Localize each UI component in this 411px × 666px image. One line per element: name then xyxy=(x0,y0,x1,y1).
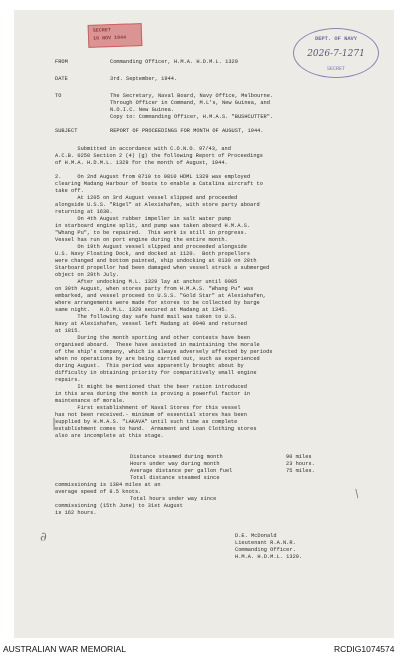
report-line: It might be mentioned that the beer ration introduced xyxy=(55,384,247,390)
footer-record-id: RCDIG1074574 xyxy=(334,644,395,654)
report-line: First establishment of Naval Stores for this vessel xyxy=(55,405,241,411)
to-line: The Secretary, Naval Board, Navy Office, Melbourne. xyxy=(110,93,274,99)
signature-name: D.E. McDonald xyxy=(235,533,277,539)
report-line: establishment comes to hand. Armament and Loan Clothing stores xyxy=(55,426,257,432)
report-line: At 1205 on 3rd August vessel slipped and proceeded xyxy=(55,195,238,201)
dept-navy-stamp-title: DEPT. OF NAVY xyxy=(314,36,358,42)
report-line: same night. H.D.M.L. 1329 secured at Madang at 1345. xyxy=(55,307,228,313)
subject-value: REPORT OF PROCEEDINGS FOR MONTH OF AUGUST, 1944. xyxy=(110,128,264,134)
signature-rank: Lieutenant R.A.N.R. xyxy=(235,540,296,546)
report-line: organised aboard. These have assisted in maintaining the morale xyxy=(55,342,260,348)
stat-value: 23 hours. xyxy=(286,461,315,467)
dept-navy-stamp-bottom: SECRET xyxy=(326,66,345,72)
report-line: at 1815. xyxy=(55,328,81,334)
report-line: difficulty in obtaining priority for comparitively small engine xyxy=(55,370,257,376)
stat-value: 90 miles xyxy=(286,454,312,460)
report-line: The following day safe hand mail was taken to U.S. xyxy=(55,314,238,320)
stat-label: Average distance per gallon fuel xyxy=(130,468,233,474)
report-line: After undocking M.L. 1329 lay at anchor until 0905 xyxy=(55,279,238,285)
report-line: of the ship's company, which is always adversely affected by periods xyxy=(55,349,273,355)
report-line: of H.M.A. H.D.M.L. 1329 for the month of August, 1944. xyxy=(55,160,228,166)
report-line: Vessel has run on port engine during the entire month. xyxy=(55,237,228,243)
report-line: alongside U.S.S. "Rigel" at Alexishafen, with store party aboard xyxy=(55,202,260,208)
report-line: take off. xyxy=(55,188,84,194)
from-label: FROM xyxy=(55,59,68,65)
report-line: Starboard propellor had been damaged when vessel struck a submerged xyxy=(55,265,270,271)
stats-tail-line: commissioning (15th June) to 31st August xyxy=(55,503,183,509)
margin-bracket-mark: | xyxy=(52,416,57,430)
signature-vessel: H.M.A. H.D.M.L. 1329. xyxy=(235,554,303,560)
report-line: object on 28th July. xyxy=(55,272,119,278)
to-line: Copy to: Commanding Officer, H.M.A.S. "BUSHCUTTER". xyxy=(110,114,274,120)
to-label: TO xyxy=(55,93,62,99)
report-line: in this area during the month is proving a powerful factor in xyxy=(55,391,251,397)
subject-label: SUBJECT xyxy=(55,128,78,134)
report-line: On 19th August vessel slipped and proceeded alongside xyxy=(55,244,247,250)
handwritten-mark: ∂ xyxy=(40,530,47,545)
date-value: 3rd. September, 1944. xyxy=(110,76,178,82)
secret-stamp-line-1: SECRET xyxy=(92,27,111,34)
report-line: On 4th August rubber impeller in salt water pump xyxy=(55,216,231,222)
report-line: during August. This period was apparently brought about by xyxy=(55,363,244,369)
report-line: maintenance of morale. xyxy=(55,398,126,404)
report-line: embarked, and vessel proceed to U.S.S. "Gold Star" at Alexishafen, xyxy=(55,293,267,299)
report-line: clearing Madang Harbour of boats to enable a Catalina aircraft to xyxy=(55,181,263,187)
stats-tail-line: Total distance steamed since xyxy=(130,475,220,481)
stat-label: Hours under way during month xyxy=(130,461,220,467)
stat-label: Distance steamed during month xyxy=(130,454,223,460)
report-line: where arrangements were made for stores to be collected by barge xyxy=(55,300,260,306)
report-line: has not been received.- minimum of essential stores has been xyxy=(55,412,247,418)
dept-navy-stamp-number: 2026-7-1271 xyxy=(307,49,365,59)
stats-tail-line: Total hours under way since xyxy=(130,496,217,502)
stats-tail-line: commissioning is 1384 miles at an xyxy=(55,482,161,488)
to-line: N.O.I.C. New Guinea. xyxy=(110,107,174,113)
report-line: also are incomplete at this stage. xyxy=(55,433,164,439)
secret-stamp xyxy=(88,23,143,48)
stats-tail-line: average speed of 8.5 knots. xyxy=(55,489,142,495)
signature-role: Commanding Officer. xyxy=(235,547,296,553)
footer-archive-name: AUSTRALIAN WAR MEMORIAL xyxy=(3,644,126,654)
report-line: when no operations by are being carried out, such as experienced xyxy=(55,356,260,362)
date-label: DATE xyxy=(55,76,68,82)
report-line: U.S. Navy Floating Dock, and docked at 1120. Both propellors xyxy=(55,251,251,257)
report-line: A.C.B. 0250 Section 2 (4) (g) the following Report of Proceedings xyxy=(55,153,263,159)
report-line: repairs. xyxy=(55,377,81,383)
secret-stamp-line-2: 10 NOV 1944 xyxy=(92,34,127,42)
stat-value: 75 miles. xyxy=(286,468,315,474)
to-line: Through Officer in Command, M.L's, New Guinea, and xyxy=(110,100,270,106)
stats-tail-line: is 162 hours. xyxy=(55,510,97,516)
report-line: in starboard engine split, and pump was taken aboard H.M.A.S. xyxy=(55,223,251,229)
report-line: "Whang Pu", to be repaired. This work is still in progress. xyxy=(55,230,247,236)
report-line: were changed and bottom painted, ship undocking at 0130 on 20th xyxy=(55,258,257,264)
report-line: During the month sporting and other contests have been xyxy=(55,335,251,341)
report-line: supplied by H.M.A.S. "LAKAVA" until such time as complete xyxy=(55,419,238,425)
dept-navy-stamp xyxy=(293,28,379,78)
report-line: 2. On 2nd August from 0710 to 0810 HDML 1329 was employed xyxy=(55,174,251,180)
report-line: on 30th August, when stores party from H.M.A.S. "Whang Pu" was xyxy=(55,286,254,292)
report-line: returning at 1630. xyxy=(55,209,113,215)
from-value: Commanding Officer, H.M.A. H.D.M.L. 1329 xyxy=(110,59,238,65)
report-line: Submitted in accordance with C.O.N.O. 97/43, and xyxy=(55,146,231,152)
margin-tick-mark: / xyxy=(351,486,362,501)
report-line: Navy at Alexishafen, vessel left Madang at 0940 and returned xyxy=(55,321,247,327)
